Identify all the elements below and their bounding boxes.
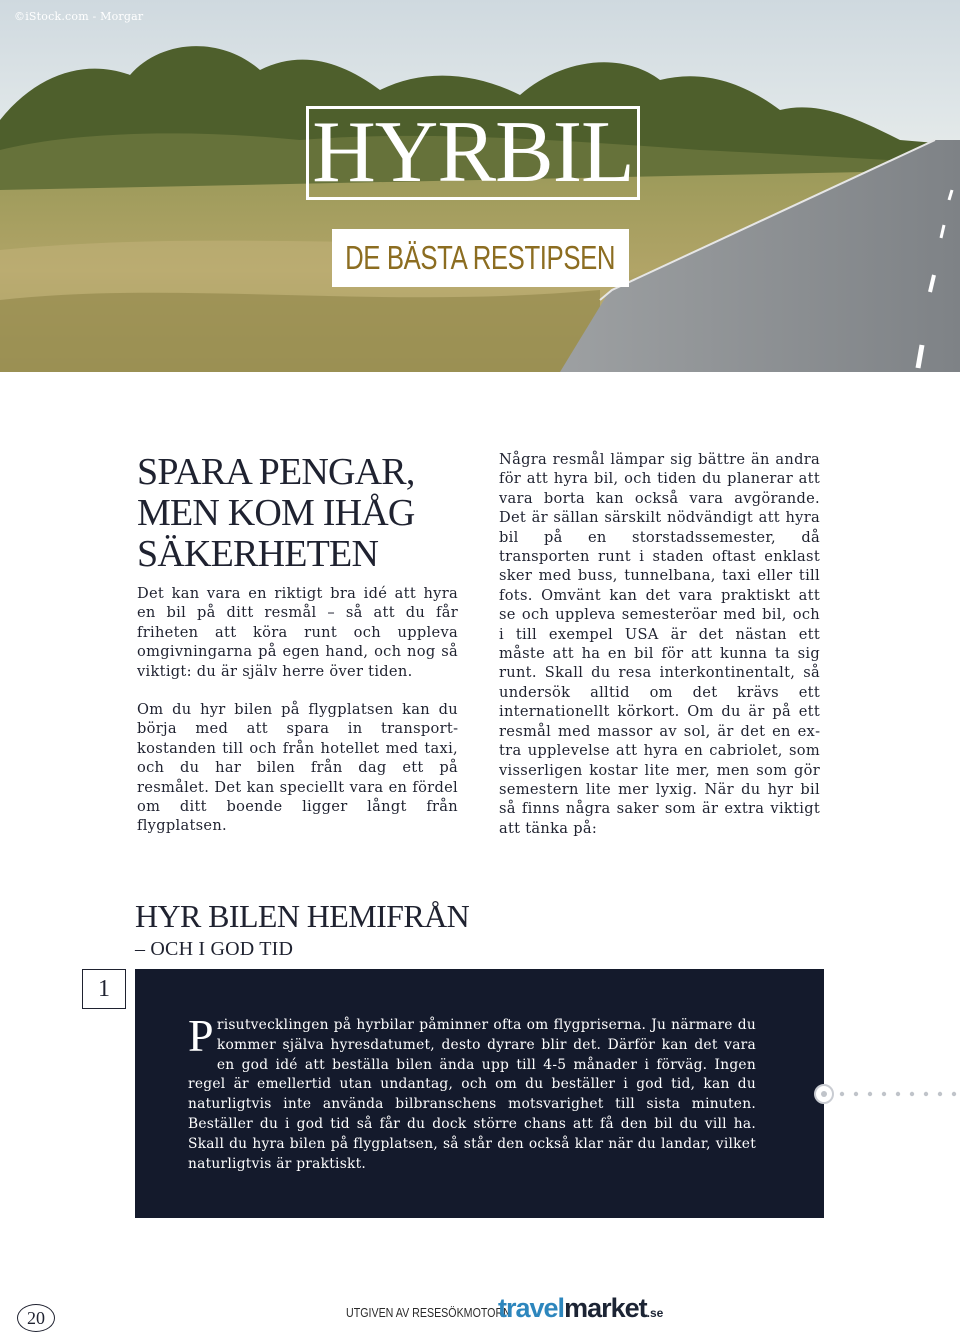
article-paragraph-3: Några resmål lämpar sig bättre än andra för att hyra bil, och tiden du planerar att vara borta kan också vara avgörande. Det är sällan särskilt nödvändigt att hyra bil på en storstadssemester, då transporten runt i staden oftast enklast sker med buss, tunnelbana, taxi eller till fots. Omvänt kan det vara praktiskt att se och uppleva semesteröar med bil, och i till exempel USA är det nästan ett måste att ha en bil för att kunna ta sig runt. Skall du resa interkontinentalt, så undersök alltid om det krävs ett internationellt körkort. Om du är på ett resmål med massor av sol, är det en extra upplevelse att hyra en cabriolet, som visserligen kostar lite mer, men som gör semestern lite mer lyxig. När du hyr bil så finns några saker som är extra viktigt att tänka på: [499, 451, 820, 837]
page-title: HYRBIL [312, 104, 634, 201]
publisher-label: UTGIVEN AV RESESÖKMOTORN [346, 1305, 511, 1320]
subtitle-box [332, 229, 629, 287]
logo-part-market: market [564, 1293, 647, 1323]
dotted-connector-icon [812, 1082, 960, 1106]
article-paragraph-2: Om du hyr bilen på flygplatsen kan du börja med att spara in transportkostanden till och från hotellet med taxi, och du har bilen från dag ett på resmålet. Det kan speciellt vara en fördel om ditt boende ligger långt från flygplatsen. [137, 701, 458, 835]
logo-suffix: .se [646, 1306, 664, 1320]
travelmarket-logo [498, 1293, 663, 1324]
page-number: 20 [17, 1304, 55, 1332]
page-subtitle: DE BÄSTA RESTIPSEN [345, 239, 616, 276]
tip-heading: HYR BILEN HEMIFRÅN [135, 898, 470, 934]
tip-body [188, 1010, 756, 1174]
tip-subheading: – OCH I GOD TID [135, 938, 294, 960]
article-paragraph-1: Det kan vara en riktigt bra idé att hyra en bil på ditt resmål – så att du får friheten att köra runt och uppleva omgivningarna på egen hand, och nog så viktigt: du är själv herre över tiden. [137, 585, 458, 680]
logo-part-travel: travel [498, 1293, 565, 1323]
tip-body-text: risutvecklingen på hyrbilar påminner ofta om flygpriserna. Ju närmare du kommer själva hyresdatumet, desto dyrare blir det. Därför kan det vara en god idé att beställa bilen ända upp till 4-5 månader i förväg. Ingen regel är emellertid utan undantag, och om du beställer i god tid, kan du naturligtvis inte använda bilbranschens motsvarighet till sista minuten. Beställer du i god tid så får du dock större chans att få den bil du vill ha. Skall du hyra bilen på flygplatsen, så står den också klar när du landar, vilket naturligtvis är praktiskt. [188, 1017, 756, 1172]
photo-credit: ©iStock.com - Morgar [14, 10, 144, 23]
tip-number-badge: 1 [82, 969, 126, 1009]
title-frame [306, 106, 640, 200]
article-heading: SPARA PENGAR, MEN KOM IHÅG SÄKERHETEN [137, 451, 415, 575]
drop-cap: P [188, 1010, 214, 1061]
hero-image [0, 0, 960, 372]
